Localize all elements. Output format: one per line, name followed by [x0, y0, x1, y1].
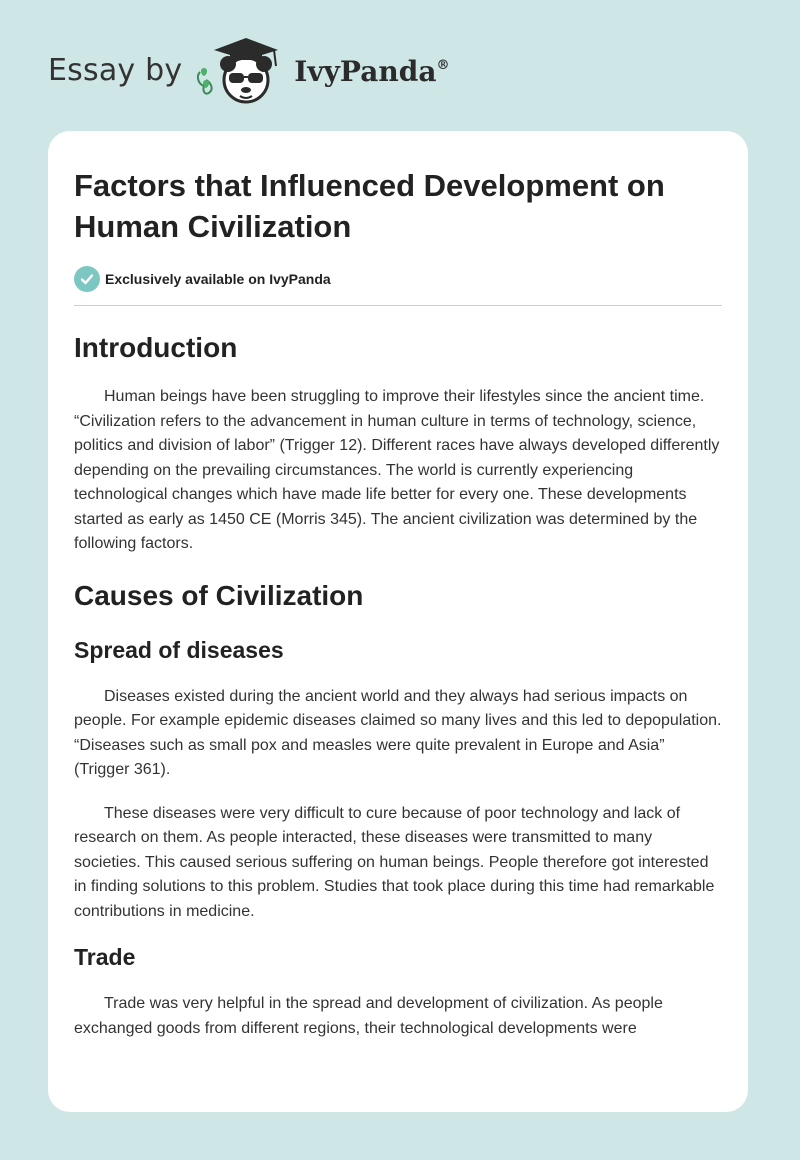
checkmark-icon — [74, 266, 100, 292]
title-divider — [74, 305, 722, 306]
brand-prefix: Essay by — [48, 52, 183, 88]
subheading-trade: Trade — [74, 944, 136, 970]
section-heading-introduction: Introduction — [74, 332, 238, 363]
subheading-spread-of-diseases: Spread of diseases — [74, 636, 284, 663]
trade-paragraph-1: Trade was very helpful in the spread and development of civilization. As people exchanged goods from different regions, their technological developments were — [74, 995, 663, 1037]
diseases-paragraph-1: Diseases existed during the ancient world and they always had serious impacts on people. For example epidemic diseases claimed so many lives and this led to depopulation. “Diseases such as small pox and measles were quite prevalent in Europe and Asia” (Trigger 361). — [74, 687, 722, 778]
diseases-paragraph-2: These diseases were very difficult to cure because of poor technology and lack of research on them. As people interacted, these diseases were transmitted to many societies. This caused serious suffering on human beings. People therefore got interested in finding solutions to this problem. Studies that took place during this time had remarkable contributions in medicine. — [74, 804, 715, 920]
introduction-paragraph: Human beings have been struggling to improve their lifestyles since the ancient time. “Civilization refers to the advancement in human culture in terms of technology, science, politics and division of labor” (Trigger 12). Different races have always developed differently depending on the prevailing circumstances. The world is currently experiencing technological changes which have made life better for every one. These developments started as early as 1450 CE (Morris 345). The ancient civilization was determined by the following factors. — [74, 388, 720, 552]
exclusive-badge — [74, 265, 722, 293]
section-heading-causes: Causes of Civilization — [74, 579, 364, 611]
site-brand[interactable] — [48, 36, 468, 108]
page-title: Factors that Influenced Development on Human Civilization — [74, 168, 665, 244]
panda-logo-icon — [194, 36, 290, 108]
brand-name-text: IvyPanda — [294, 54, 437, 88]
exclusive-badge-label: Exclusively available on IvyPanda — [105, 271, 331, 287]
essay-card — [48, 131, 748, 1112]
brand-name — [294, 55, 449, 88]
registered-mark: ® — [436, 57, 450, 73]
